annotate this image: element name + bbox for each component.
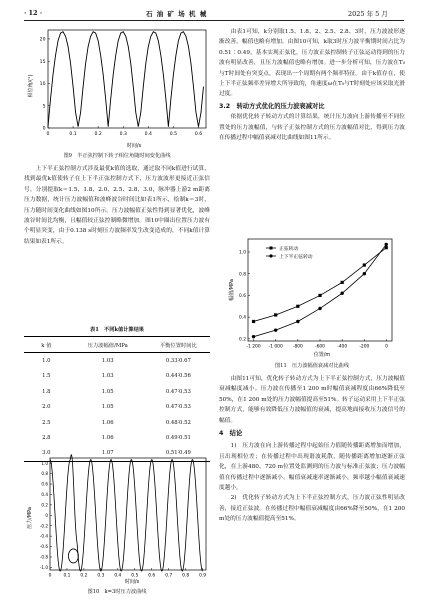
figure10-xlabel: 时间/s xyxy=(124,579,140,585)
x-tick-label: 0.1 xyxy=(63,573,71,579)
table-cell: 1.06 xyxy=(101,419,114,426)
legend-label-half-sine: 上下半正弦转动 xyxy=(279,255,313,260)
x-tick-label: 0.4 xyxy=(144,132,152,137)
figure9-xlabel: 时间/s xyxy=(126,143,142,149)
figure9-series-line xyxy=(48,32,203,127)
figure11-caption: 图11 压力波幅值衰减对比曲线 xyxy=(274,363,350,369)
legend-marker-sine xyxy=(270,247,273,250)
figure11-ylabel: 幅值/MPa xyxy=(229,279,235,301)
table-cell: 1.03 xyxy=(101,373,114,380)
table-row xyxy=(24,430,210,445)
legend-marker-half-sine xyxy=(269,254,272,257)
data-point-sine xyxy=(274,313,277,316)
figure11-xlabel: 位置/m xyxy=(313,352,331,358)
x-tick-label: 0.3 xyxy=(97,573,105,579)
x-tick-label: -600 xyxy=(315,344,325,350)
section-4-title: 4 结论 xyxy=(219,430,243,438)
right-column-bottom xyxy=(219,374,405,525)
y-tick-label: 0.4 xyxy=(41,492,48,498)
figure9-ticks xyxy=(40,37,203,137)
paragraph-k-selection: 上下半正弦控制方式涉及最优k值的选取，通过取不同k值进行试算，找到最优k值使转子在上下半正弦控制方式下，压力波波形更接近正弦信号。分别提取k＝1.5、1.8、2.0、2.5、2.8、3.0，脉冲器上游2 m距离压力数据，统计压力波幅值和波峰波谷时间比如表1所示，绘制k＝3时，压力随时间变化曲线如图10所示。压力波幅值正弦性得到显著优化，波峰波谷时间比均衡，且幅值较正弦控制略微增加。图10中圈出位置压力波有个明显突变，由于0.138 s时刻压力波频率发生改变造成的，不同k值计算结果如表1所示。 xyxy=(24,166,210,245)
figure10-series-line xyxy=(50,455,203,571)
x-tick-label: 0.5 xyxy=(131,573,139,579)
table-cell: 0.44∶0.56 xyxy=(165,373,191,380)
data-point-half-sine xyxy=(363,272,366,275)
data-point-sine xyxy=(318,294,321,297)
y-tick-label: 0.6 xyxy=(41,481,48,487)
paragraph-section-3-2: 依据优化转子转动方式的计算结果，统计压力波向上游传播至不同位置处的压力波幅值，与转子正弦控制方式的压力波幅值对比，得到压力波在传播过程中幅值衰减对比曲线如图11所示。 xyxy=(219,114,405,142)
x-tick-label: -1 200 xyxy=(246,344,261,350)
table1-header: 压力波幅值/MPa xyxy=(87,342,128,349)
data-point-half-sine xyxy=(318,307,321,310)
data-point-sine xyxy=(341,281,344,284)
y-tick-label: -0.2 xyxy=(39,523,48,529)
table-cell: 2.0 xyxy=(42,404,51,411)
y-tick-label: 10 xyxy=(39,82,46,88)
series-line-0 xyxy=(254,248,387,322)
x-tick-label: -400 xyxy=(337,344,348,350)
data-point-sine xyxy=(252,320,255,323)
series-line-1 xyxy=(254,244,387,336)
paragraph-table-analysis: 由表1可知，k分别取1.5、1.8、2、2.5、2.8、3时，压力波波形逐渐改善，幅值也略有增加。由图10可知，k取3时压力波平衡期时间占比为0.51∶0.49，基本实现正弦化，压力波正弦控制转子正弦运动得到的压力波有明显改善，且压力波幅值也略有增加。进一步分析可知，压力波在T₀与T时间处有突变点，表现出一个周期有两个频率特征。由于k值存在，使上下半正弦频率差异增大所导致的，角速度ω在T₀与T时刻处应该采取光滑过度。 xyxy=(219,29,405,98)
table1 xyxy=(24,336,210,462)
figure10-annotation-circle xyxy=(68,549,78,563)
table-cell: 1.05 xyxy=(101,388,114,395)
x-tick-label: 0.4 xyxy=(114,573,122,579)
figure11-axes xyxy=(248,239,392,341)
x-tick-label: 0.6 xyxy=(194,132,203,137)
y-tick-label: 1.0 xyxy=(239,250,246,256)
x-tick-label: -1 000 xyxy=(268,344,283,350)
table1-caption: 表1 不同k值计算结果 xyxy=(90,327,144,333)
figure9-caption: 图9 半正弦控制下转子相位角随时间变化曲线 xyxy=(63,153,171,159)
y-tick-label: 0.8 xyxy=(41,471,48,477)
y-tick-label: 0.4 xyxy=(239,315,246,321)
table-cell: 1.06 xyxy=(101,435,114,442)
table1-header: k 值 xyxy=(41,342,52,349)
table-cell: 1.03 xyxy=(101,358,114,365)
y-tick-label: 20 xyxy=(39,37,46,43)
data-point-sine xyxy=(296,305,299,308)
figure11-chart xyxy=(226,235,396,359)
table-row xyxy=(24,369,210,384)
figure11-series xyxy=(252,243,388,339)
conclusion-2: 2) 优化转子转动方式为上下半正弦控制方式，压力波正弦性明显改善，接近正弦波。在传播过程中幅值衰减幅度由66%降至50%，在1 200 m处的压力波幅值提高至51%。 xyxy=(219,495,405,523)
y-tick-label: 15 xyxy=(39,59,46,65)
table-row xyxy=(24,415,210,430)
data-point-half-sine xyxy=(385,243,388,246)
figure10-ylabel: 压力/MPa xyxy=(27,507,33,529)
table-cell: 1.0 xyxy=(42,358,51,365)
x-tick-label: 0.2 xyxy=(94,132,102,137)
x-tick-label: 0.5 xyxy=(169,132,178,137)
y-tick-label: 0.2 xyxy=(41,502,48,508)
section-3-2-title: 3.2 转动方式优化的压力波衰减对比 xyxy=(219,102,325,110)
table-cell: 0.47∶0.53 xyxy=(165,388,191,395)
figure9-axes xyxy=(48,30,206,128)
data-point-half-sine xyxy=(340,292,343,295)
y-tick-label: 5 xyxy=(42,104,46,110)
issue-date: 2025 年 5 月 xyxy=(348,10,388,18)
x-tick-label: 0 xyxy=(48,573,52,579)
conclusion-1: 1) 压力波在向上游传播过程中起始压力值随传播距离增加而增加，且出现相位差；在传播过程中出现谐波耗散，随传播距离增加逐渐正弦化，在上游480、720 m位置处监测到的压力波与标准正弦波；压力波幅值在传播过程中逐渐减小。幅值衰减速率逐渐减小，频率越小幅值衰减速度越小。 xyxy=(219,443,405,492)
plot-frame xyxy=(248,239,392,341)
figure10-caption: 图10 k=3时压力波曲线 xyxy=(87,589,147,595)
figure10-chart xyxy=(24,452,210,586)
y-tick-label: -0.4 xyxy=(39,533,48,539)
page-number: · 12 · xyxy=(24,9,43,17)
table-cell: 1.07 xyxy=(101,450,114,457)
x-tick-label: 0.1 xyxy=(69,132,77,137)
data-point-half-sine xyxy=(296,320,299,323)
table-cell: 1.05 xyxy=(101,404,114,411)
figure9-chart xyxy=(24,24,210,150)
x-tick-label: 0.2 xyxy=(80,573,88,579)
table-cell: 1.8 xyxy=(42,388,51,395)
table-cell: 0.51∶0.49 xyxy=(165,450,191,457)
table1-header-row xyxy=(24,337,210,353)
y-tick-label: -0.8 xyxy=(39,554,48,560)
x-tick-label: 0.3 xyxy=(119,132,127,137)
plot-frame xyxy=(48,30,206,128)
y-tick-label: 0.6 xyxy=(239,294,246,300)
x-tick-label: 0 xyxy=(385,344,388,350)
table-cell: 0.48∶0.52 xyxy=(165,419,191,426)
table-cell: 3.0 xyxy=(42,450,51,457)
table-row xyxy=(24,400,210,415)
table1-header: 平衡位置时间比 xyxy=(159,342,197,349)
figure11-legend xyxy=(266,245,313,260)
y-tick-label: -1.0 xyxy=(39,564,48,570)
table-cell: 0.47∶0.53 xyxy=(165,404,191,411)
x-tick-label: 0.9 xyxy=(199,573,207,579)
data-point-sine xyxy=(363,263,366,266)
table-cell: 0.49∶0.51 xyxy=(165,435,191,442)
header-rule xyxy=(24,20,404,21)
y-tick-label: 0.2 xyxy=(239,337,246,343)
y-tick-label: 1.0 xyxy=(41,460,48,466)
x-tick-label: -800 xyxy=(292,344,303,350)
figure9-ylabel: 相位角/(°) xyxy=(28,74,34,98)
table-cell: 2.8 xyxy=(42,435,51,442)
y-tick-label: 0 xyxy=(45,512,48,518)
y-tick-label: 0 xyxy=(42,126,46,132)
table-cell: 0.33∶0.67 xyxy=(165,358,191,365)
y-tick-label: 0.8 xyxy=(239,272,246,278)
legend-label-sine: 正弦转动 xyxy=(279,247,299,252)
data-point-half-sine xyxy=(274,328,277,331)
journal-name: 石 油 矿 场 机 械 xyxy=(146,10,208,18)
x-tick-label: 0.8 xyxy=(182,573,190,579)
left-paragraph xyxy=(24,164,210,247)
table-cell: 2.5 xyxy=(42,419,51,426)
table-row xyxy=(24,353,210,369)
paragraph-attenuation: 由图11可知，优化转子转动方式为上下半正弦控制方式，压力波幅值衰减幅度减小。压力波在传播至1 200 m时幅值衰减程度由66%降低至50%，在1 200 m处的压力波幅值提高至51%。转子运动采用上下半正弦控制方式，能够有效降低压力波幅值的衰减，提高地面接收压力波信号的幅值。 xyxy=(219,376,405,424)
data-point-half-sine xyxy=(252,335,255,338)
y-tick-label: -0.6 xyxy=(39,544,48,550)
table-row xyxy=(24,384,210,399)
right-column-top xyxy=(219,27,405,143)
x-tick-label: 0.6 xyxy=(148,573,156,579)
x-tick-label: -200 xyxy=(359,344,370,350)
x-tick-label: 0 xyxy=(46,132,50,137)
table-cell: 1.5 xyxy=(42,373,51,380)
x-tick-label: 0.7 xyxy=(165,573,173,579)
